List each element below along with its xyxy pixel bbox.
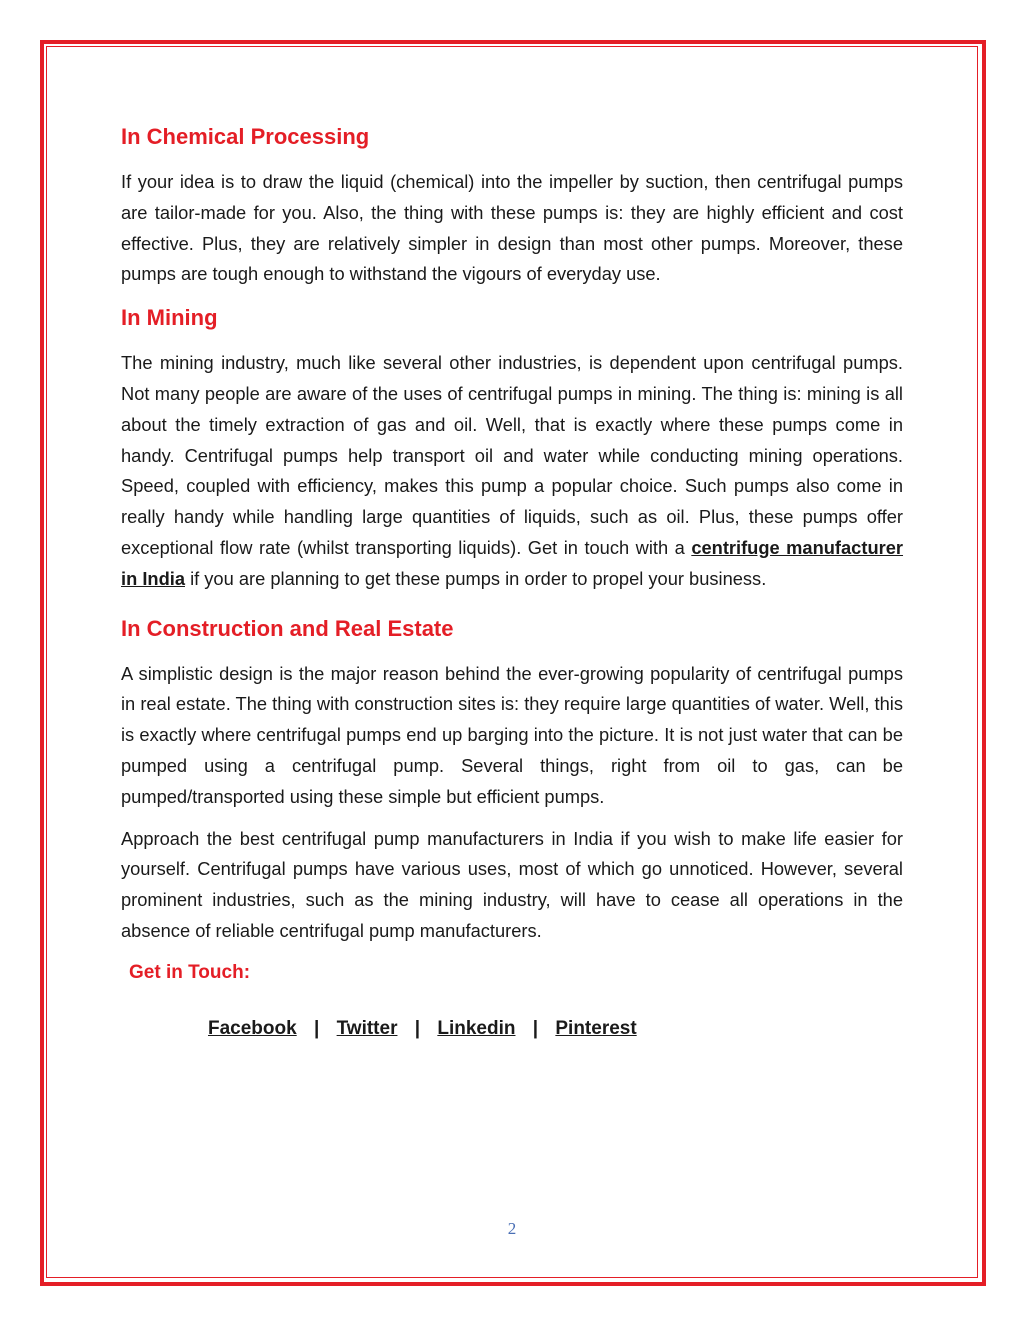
facebook-link[interactable]: Facebook [208,1017,297,1039]
paragraph-mining [121,348,903,594]
mining-text-after-link: if you are planning to get these pumps in order to propel your business. [184,567,767,589]
pinterest-link[interactable]: Pinterest [555,1017,637,1039]
heading-chemical-processing: In Chemical Processing [121,124,370,149]
separator: | [313,1017,320,1039]
linkedin-link[interactable]: Linkedin [437,1017,516,1039]
get-in-touch-label: Get in Touch: [129,961,251,983]
paragraph-construction-1: A simplistic design is the major reason behind the ever-growing popularity of centrifugal pumps in real estate. The thing with construction sites is: they require large quantities of water. Well, this is exactly where centrifugal pumps end up barging into the picture. It is not just water that can be pumped using a centrifugal pump. Several things, right from oil to gas, can be pumped/transported using these simple but efficient pumps. [121,662,903,807]
separator: | [414,1017,421,1039]
centrifuge-manufacturer-link[interactable]: centrifuge manufacturer in India [121,536,904,589]
paragraph-construction-2: Approach the best centrifugal pump manufacturers in India if you wish to make life easier for yourself. Centrifugal pumps have various uses, most of which go unnoticed. However, several prominent industries, such as the mining industry, will have to cease all operations in the absence of reliable centrifugal pump manufacturers. [121,827,903,941]
page-number: 2 [507,1219,517,1238]
paragraph-chemical-processing: If your idea is to draw the liquid (chemical) into the impeller by suction, then centrifugal pumps are tailor-made for you. Also, the thing with these pumps is: they are highly efficient and cost effective. Plus, they are relatively simpler in design than most other pumps. Moreover, these pumps are tough enough to withstand the vigours of everyday use. [121,171,903,285]
mining-text-before-link: The mining industry, much like several other industries, is dependent upon centrifugal pumps. Not many people are aware of the uses of centrifugal pumps in mining. The thing is: mining is all about the timely extraction of gas and oil. Well, that is exactly where these pumps come in handy. Centrifugal pumps help transport oil and water while conducting mining operations. Speed, coupled with efficiency, makes this pump a popular choice. Such pumps also come in really handy while handling large quantities of liquids, such as oil. Plus, these pumps offer exceptional flow rate (whilst transporting liquids). Get in touch with a [121,352,903,558]
twitter-link[interactable]: Twitter [336,1017,398,1039]
separator: | [532,1017,539,1039]
heading-mining: In Mining [121,305,218,331]
social-links [208,1014,903,1044]
document-body [121,120,903,1044]
heading-construction-real-estate: In Construction and Real Estate [121,615,454,641]
